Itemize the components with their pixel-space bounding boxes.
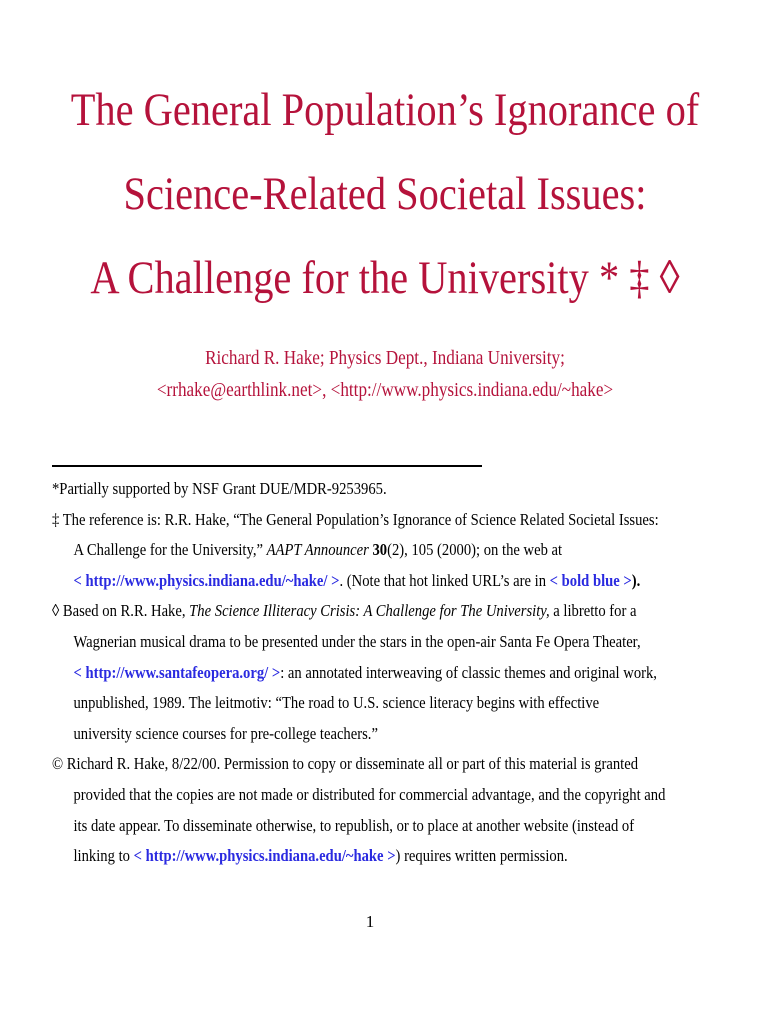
author-affiliation: Richard R. Hake; Physics Dept., Indiana University; — [205, 348, 565, 369]
hake-web-link[interactable]: < http://www.physics.indiana.edu/~hake/ > — [73, 570, 340, 590]
footnotes — [52, 474, 742, 872]
journal-name: AAPT Announcer — [266, 540, 369, 560]
footnote-copyright-line-1: © Richard R. Hake, 8/22/00. Permission to copy or disseminate all or part of this material is granted — [52, 754, 639, 774]
hake-homepage-link[interactable]: < http://www.physics.indiana.edu/~hake > — [133, 846, 396, 866]
footnote-reference-line-2 — [52, 535, 645, 566]
footnote-based-line-3 — [52, 658, 657, 689]
reference-text: A Challenge for the University,” — [73, 540, 267, 560]
footnote-grant: *Partially supported by NSF Grant DUE/MDR-9253965. — [52, 479, 387, 498]
author-contact: <rrhake@earthlink.net>, <http://www.physics.indiana.edu/~hake> — [156, 380, 614, 401]
footnote-copyright-line-4 — [52, 841, 645, 872]
footnote-based-line-2: Wagnerian musical drama to be presented under the stars in the open-air Santa Fe Opera Theater, — [73, 631, 641, 651]
link-note-text: . (Note that hot linked URL’s are in — [339, 570, 550, 590]
footnote-based-line-5: university science courses for pre-college teachers.” — [73, 723, 378, 743]
page-number: 1 — [365, 912, 375, 931]
based-on-text: ◊ Based on R.R. Hake, — [52, 601, 190, 621]
title-line-2: Science-Related Societal Issues: — [123, 168, 647, 220]
document-title — [54, 72, 716, 324]
footnote-copyright-line-2: provided that the copies are not made or distributed for commercial advantage, and the copyright and — [73, 784, 666, 804]
title-line-3: A Challenge for the University * ‡ ◊ — [90, 252, 680, 304]
santafe-opera-link[interactable]: < http://www.santafeopera.org/ > — [73, 662, 281, 682]
footnote-reference-line-3 — [52, 566, 645, 597]
based-on-description: : an annotated interweaving of classic themes and original work, — [280, 662, 657, 682]
reference-text-end: (2), 105 (2000); on the web at — [387, 540, 563, 560]
journal-volume: 30 — [372, 540, 388, 560]
footnote-divider — [52, 465, 482, 467]
based-on-text-end: a libretto for a — [549, 601, 637, 621]
footnote-copyright-line-3: its date appear. To disseminate otherwise, to republish, or to place at another website (instead of — [73, 815, 635, 835]
libretto-title: The Science Illiteracy Crisis: A Challenge for The University, — [189, 601, 550, 621]
footnote-based-line-4: unpublished, 1989. The leitmotiv: “The road to U.S. science literacy begins with effective — [73, 693, 600, 713]
permission-text: ) requires written permission. — [395, 846, 568, 866]
link-note-end: ). — [631, 570, 641, 590]
title-line-1: The General Population’s Ignorance of — [70, 84, 700, 136]
footnote-based-line-1 — [52, 596, 645, 627]
footnote-reference-line-1: ‡ The reference is: R.R. Hake, “The General Population’s Ignorance of Science Related Societal Issues: — [52, 509, 659, 529]
author-block — [46, 343, 724, 407]
bold-blue-sample: < bold blue > — [549, 570, 632, 590]
linking-to-text: linking to — [73, 846, 134, 866]
